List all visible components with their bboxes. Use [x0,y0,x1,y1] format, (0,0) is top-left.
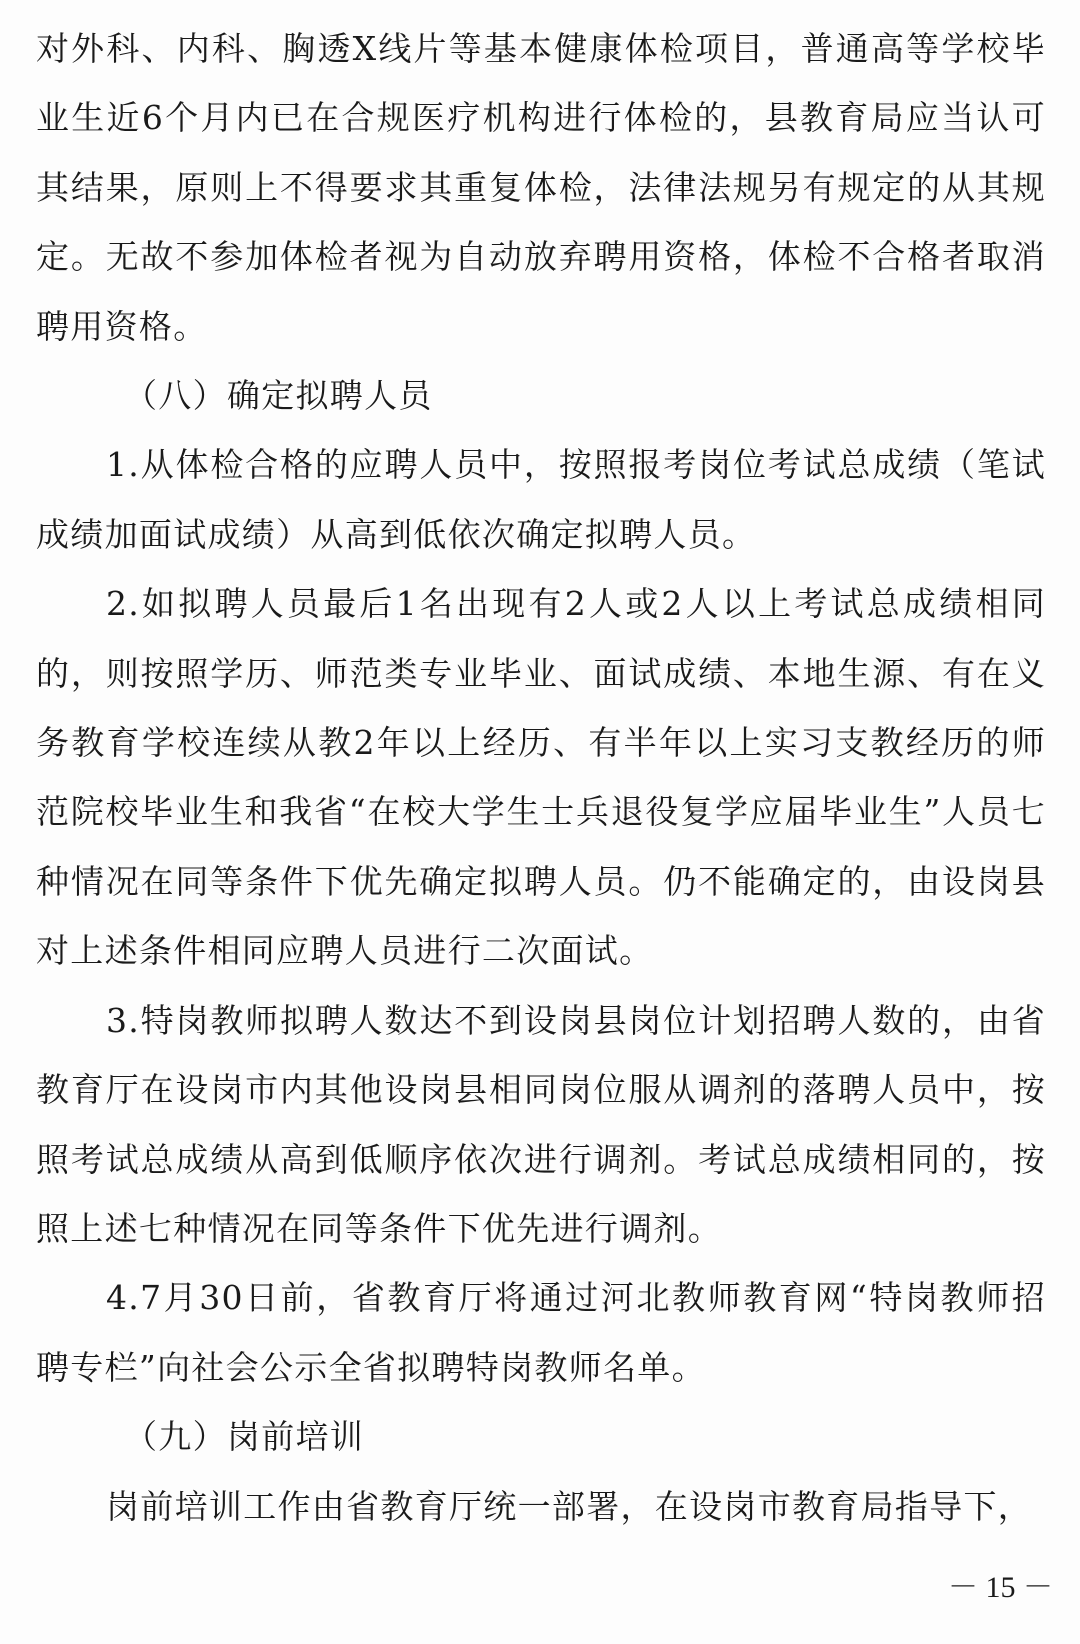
paragraph-item-4: 4.7月30日前，省教育厅将通过河北教师教育网“特岗教师招聘专栏”向社会公示全省拟聘特岗教师名单。 [36,1278,1046,1387]
paragraph-training: 岗前培训工作由省教育厅统一部署，在设岗市教育局指导下， [106,1486,1033,1526]
document-body [36,14,1046,1541]
paragraph-health-check: 对外科、内科、胸透X线片等基本健康体检项目，普通高等学校毕业生近6个月内已在合规医疗机构进行体检的，县教育局应当认可其结果，原则上不得要求其重复体检，法律法规另有规定的从其规定。无故不参加体检者视为自动放弃聘用资格，体检不合格者取消聘用资格。 [36,29,1046,346]
section-heading-8: （八）确定拟聘人员 [124,376,433,416]
section-heading-9: （九）岗前培训 [124,1417,365,1457]
page-number: － 15 － [948,1571,1053,1604]
paragraph-item-1: 1.从体检合格的应聘人员中，按照报考岗位考试总成绩（笔试成绩加面试成绩）从高到低依次确定拟聘人员。 [36,445,1046,554]
paragraph-item-3: 3.特岗教师拟聘人数达不到设岗县岗位计划招聘人数的，由省教育厅在设岗市内其他设岗县相同岗位服从调剂的落聘人员中，按照考试总成绩从高到低顺序依次进行调剂。考试总成绩相同的，按照上述七种情况在同等条件下优先进行调剂。 [36,1000,1046,1248]
paragraph-item-2: 2.如拟聘人员最后1名出现有2人或2人以上考试总成绩相同的，则按照学历、师范类专业毕业、面试成绩、本地生源、有在义务教育学校连续从教2年以上经历、有半年以上实习支教经历的师范院校毕业生和我省“在校大学生士兵退役复学应届毕业生”人员七种情况在同等条件下优先确定拟聘人员。仍不能确定的，由设岗县对上述条件相同应聘人员进行二次面试。 [36,584,1046,971]
